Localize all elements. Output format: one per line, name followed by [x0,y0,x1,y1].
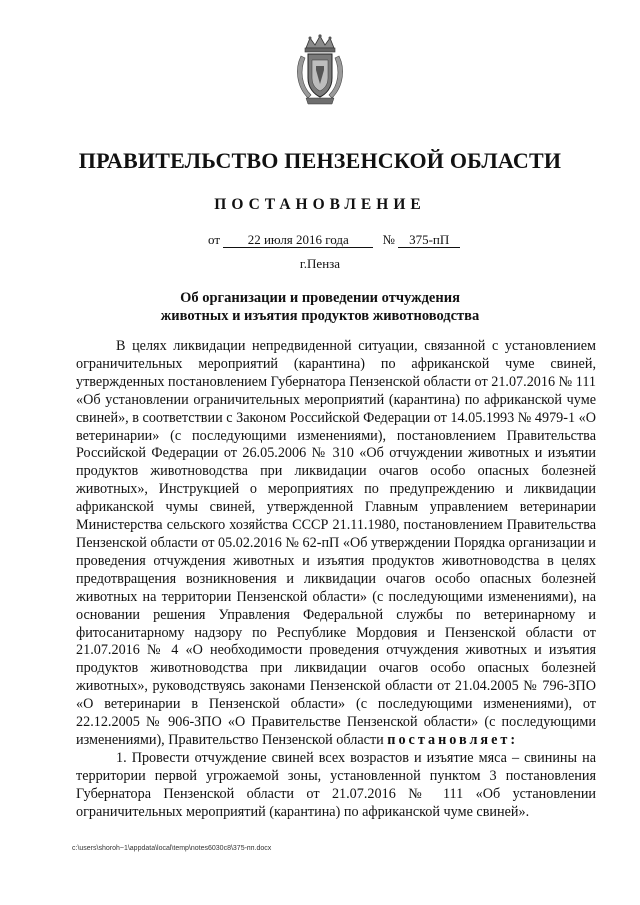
document-date: 22 июля 2016 года [223,233,373,248]
date-number-line [208,232,460,248]
title-line-2: животных и изъятия продуктов животноводства [160,308,480,324]
item-1-paragraph: 1. Провести отчуждение свиней всех возрастов и изъятие мяса – свинины на территории первой угрожаемой зоны, установленной пунктом 3 постановления Губернатора Пензенской области от 21.07.2016 № 111 «Об установлении ограничительных мероприятий (карантина) по африканской чуме свиней». [76,749,596,820]
title-line-1: Об организации и проведении отчуждения [180,290,460,306]
date-prefix: от [208,232,221,247]
city: г.Пенза [299,256,341,271]
number-prefix: № [382,232,395,247]
organization-name: ПРАВИТЕЛЬСТВО ПЕНЗЕНСКОЙ ОБЛАСТИ [78,148,562,173]
file-path-footer: c:\users\shoroh~1\appdata\local\temp\notes6030c8\375-пп.docx [72,845,272,852]
document-number: 375-пП [398,233,460,248]
document-type: ПОСТАНОВЛЕНИЕ [214,196,426,213]
decree-word: постановляет: [387,731,519,748]
document-title [120,289,520,325]
document-body [76,338,596,821]
preamble-paragraph [76,338,596,750]
preamble-text: В целях ликвидации непредвиденной ситуации, связанной с установлением ограничительных мероприятий (карантина) по африканской чуме свиней, утвержденных постановлением Губернатора Пензенской области от 21.07.2016 № 111 «Об установлении ограничительных мероприятий (карантина) по африканской чуме свиней», в соответствии с Законом Российской Федерации от 14.05.1993 № 4979-1 «О ветеринарии» (с последующими изменениями), постановлением Правительства Российской Федерации от 26.05.2006 № 310 «Об отчуждении животных и изъятии продуктов животноводства при ликвидации очагов особо опасных болезней животных», Инструкцией о мероприятиях по предупреждению и ликвидации африканской чумы свиней, утвержденной Главным управлением ветеринарии Министерства сельского хозяйства СССР 21.11.1980, постановлением Правительства Пензенской области от 05.02.2016 № 62-пП «Об утверждении Порядка организации и проведения отчуждения животных и изъятия продуктов животноводства в целях предотвращения возникновения и ликвидации очагов особо опасных болезней животных на территории Пензенской области» (с последующими изменениями), на основании решения Управления Федеральной службы по ветеринарному и фитосанитарному надзору по Республике Мордовия и Пензенской области от 21.07.2016 № 4 «О необходимости проведения отчуждения животных и изъятия продуктов животноводства при ликвидации очагов особо опасных болезней животных», руководствуясь законами Пензенской области от 21.04.2005 № 796-ЗПО «О ветеринарии в Пензенской области» (с последующими изменениями), от 22.12.2005 № 906-ЗПО «О Правительстве Пензенской области» (с последующими изменениями), Правительство Пензенской области [76,338,596,748]
coat-of-arms-icon [292,34,348,106]
